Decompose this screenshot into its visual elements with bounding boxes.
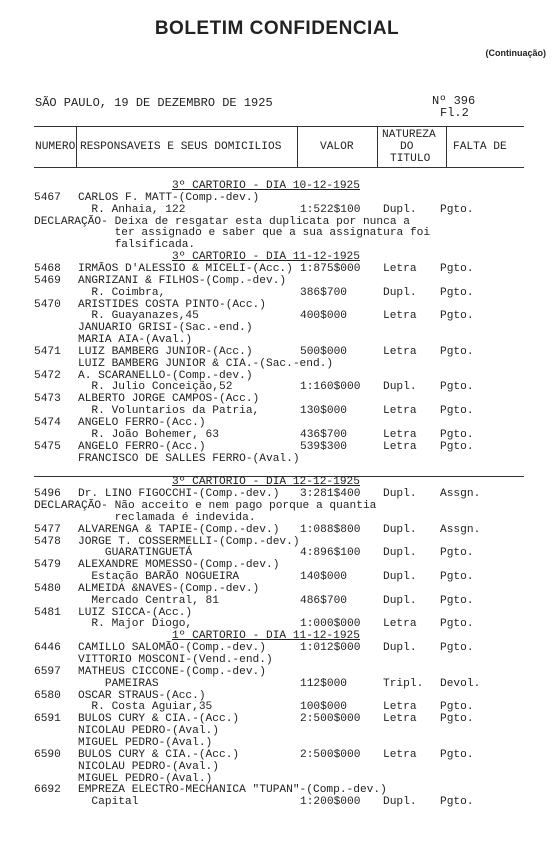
entry-reason: Pgto. [440, 263, 474, 275]
entry-number: 5474 [34, 417, 61, 429]
entry-reason: Pgto. [440, 381, 474, 393]
column-divider [446, 126, 447, 167]
header-top-rule [34, 126, 524, 127]
entry-value: 100$000 [300, 701, 347, 713]
declaration-text: DECLARAÇÃO- Não acceito e nem pago porque a quantia [34, 500, 377, 512]
column-divider [76, 126, 77, 167]
header-bottom-rule [34, 167, 524, 168]
declaration-text: DECLARAÇÃO- Deixa de resgatar esta duplicata por nunca a [34, 216, 410, 228]
responsible-name: A. SCARANELLO-(Comp.-dev.) [78, 370, 253, 382]
entry-value: 486$700 [300, 595, 347, 607]
entry-number: 5469 [34, 275, 61, 287]
entry-value: 3:281$400 [300, 488, 361, 500]
responsible-name: MARIA AIA-(Aval.) [78, 334, 193, 346]
entry-reason: Pgto. [440, 405, 474, 417]
responsible-name: R. Major Diogo, [78, 618, 193, 630]
column-divider [297, 126, 298, 167]
responsible-name: ALMEIDA &NAVES-(Comp.-dev.) [78, 583, 260, 595]
entry-value: 436$700 [300, 429, 347, 441]
column-header-numero: NUMERO [35, 141, 76, 153]
entry-nature: Dupl. [383, 642, 417, 654]
section-heading: 3º CARTORIO - DIA 12-12-1925 [172, 476, 360, 488]
entry-nature: Dupl. [383, 488, 417, 500]
column-header-valor: VALOR [320, 141, 354, 153]
responsible-name: ANGRIZANI & FILHOS-(Comp.-dev.) [78, 275, 287, 287]
entry-reason: Devol. [440, 678, 481, 690]
entry-value: 1:875$000 [300, 263, 361, 275]
responsible-name: Dr. LINO FIGOCCHI-(Comp.-dev.) [78, 488, 280, 500]
column-header-responsaveis: RESPONSAVEIS E SEUS DOMICILIOS [80, 141, 282, 153]
entry-nature: Letra [383, 429, 417, 441]
responsible-name: CAMILLO SALOMÃO-(Comp.-dev.) [78, 642, 266, 654]
entry-nature: Dupl. [383, 595, 417, 607]
entry-value: 2:500$000 [300, 749, 361, 761]
column-header-falta: FALTA DE [453, 141, 507, 153]
entry-number: 5475 [34, 441, 61, 453]
entry-number: 6590 [34, 749, 61, 761]
section-heading: 1º CARTORIO - DIA 11-12-1925 [172, 630, 360, 642]
column-header-natureza-titulo: TITULO [390, 153, 431, 165]
entry-value: 1:012$000 [300, 642, 361, 654]
responsible-name: R. Anhaia, 122 [78, 204, 186, 216]
column-header-natureza-do: DO [400, 141, 414, 153]
entry-nature: Dupl. [383, 571, 417, 583]
entry-reason: Pgto. [440, 547, 474, 559]
entry-number: 5473 [34, 393, 61, 405]
entry-reason: Pgto. [440, 701, 474, 713]
entry-nature: Tripl. [383, 678, 424, 690]
responsible-name: NICOLAU PEDRO-(Aval.) [78, 725, 219, 737]
sheet-number: Fl.2 [440, 106, 469, 120]
page-title: BOLETIM CONFIDENCIAL [154, 18, 400, 39]
entry-reason: Pgto. [440, 571, 474, 583]
entry-number: 6597 [34, 666, 61, 678]
responsible-name: ALBERTO JORGE CAMPOS-(Acc.) [78, 393, 260, 405]
entry-number: 5467 [34, 192, 61, 204]
responsible-name: OSCAR STRAUS-(Acc.) [78, 690, 206, 702]
entry-value: 1:160$000 [300, 381, 361, 393]
responsible-name: IRMÃOS D'ALESSIO & MICELI-(Acc.) [78, 263, 293, 275]
entry-reason: Assgn. [440, 524, 481, 536]
entry-value: 1:200$000 [300, 796, 361, 808]
bulletin-number: Nº 396 [432, 94, 476, 108]
entry-nature: Dupl. [383, 524, 417, 536]
entry-value: 1:088$800 [300, 524, 361, 536]
entry-number: 5479 [34, 559, 61, 571]
entry-number: 5496 [34, 488, 61, 500]
column-divider [377, 126, 378, 167]
responsible-name: MATHEUS CICCONE-(Comp.-dev.) [78, 666, 266, 678]
entry-value: 539$300 [300, 441, 347, 453]
entry-value: 500$000 [300, 346, 347, 358]
responsible-name: R. Coimbra, [78, 287, 166, 299]
responsible-name: BULOS CURY & CIA.-(Acc.) [78, 749, 240, 761]
entry-reason: Pgto. [440, 618, 474, 630]
responsible-name: LUIZ BAMBERG JUNIOR & CIA.-(Sac.-end.) [78, 358, 334, 370]
entry-value: 112$000 [300, 678, 347, 690]
declaration-text: reclamada é indevida. [34, 512, 256, 524]
entry-number: 5468 [34, 263, 61, 275]
entry-reason: Pgto. [440, 310, 474, 322]
entry-reason: Pgto. [440, 441, 474, 453]
entry-number: 6591 [34, 713, 61, 725]
entry-nature: Letra [383, 405, 417, 417]
column-header-natureza: NATUREZA [382, 129, 436, 141]
responsible-name: PAMEIRAS [78, 678, 159, 690]
entry-nature: Letra [383, 310, 417, 322]
responsible-name: R. João Bohemer, 63 [78, 429, 219, 441]
responsible-name: Estação BARÃO NOGUEIRA [78, 571, 240, 583]
entry-value: 140$000 [300, 571, 347, 583]
date-line: SÃO PAULO, 19 DE DEZEMBRO DE 1925 [35, 96, 273, 110]
responsible-name: FRANCISCO DE SALLES FERRO-(Aval.) [78, 453, 300, 465]
responsible-name: GUARATINGUETÁ [78, 547, 193, 559]
responsible-name: ARISTIDES COSTA PINTO-(Acc.) [78, 299, 266, 311]
responsible-name: R. Costa Aguiar,35 [78, 701, 213, 713]
entry-nature: Letra [383, 263, 417, 275]
responsible-name: ANGELO FERRO-(Acc.) [78, 441, 206, 453]
responsible-name: NICOLAU PEDRO-(Aval.) [78, 761, 219, 773]
entry-reason: Assgn. [440, 488, 481, 500]
responsible-name: Mercado Central, 81 [78, 595, 219, 607]
entry-nature: Letra [383, 749, 417, 761]
responsible-name: JORGE T. COSSERMELLI-(Comp.-dev.) [78, 536, 300, 548]
entry-number: 6580 [34, 690, 61, 702]
entry-value: 386$700 [300, 287, 347, 299]
entry-reason: Pgto. [440, 429, 474, 441]
entry-reason: Pgto. [440, 204, 474, 216]
entry-number: 5471 [34, 346, 61, 358]
entry-nature: Letra [383, 713, 417, 725]
responsible-name: R. Guayanazes,45 [78, 310, 199, 322]
entry-nature: Letra [383, 346, 417, 358]
declaration-text: ter assignado e saber que a sua assignatura foi [34, 227, 431, 239]
entry-number: 5481 [34, 607, 61, 619]
entry-reason: Pgto. [440, 346, 474, 358]
entry-number: 6692 [34, 784, 61, 796]
declaration-text: falsificada. [34, 239, 196, 251]
entry-number: 5478 [34, 536, 61, 548]
entry-number: 5477 [34, 524, 61, 536]
entry-number: 5470 [34, 299, 61, 311]
responsible-name: VITTORIO MOSCONI-(Vend.-end.) [78, 654, 273, 666]
responsible-name: CARLOS F. MATT-(Comp.-dev.) [78, 192, 260, 204]
entry-nature: Letra [383, 441, 417, 453]
section-heading: 3º CARTORIO - DIA 10-12-1925 [172, 180, 360, 192]
responsible-name: ANGELO FERRO-(Acc.) [78, 417, 206, 429]
entry-reason: Pgto. [440, 796, 474, 808]
entry-value: 1:000$000 [300, 618, 361, 630]
entry-reason: Pgto. [440, 642, 474, 654]
entry-nature: Dupl. [383, 204, 417, 216]
entry-nature: Dupl. [383, 796, 417, 808]
entry-nature: Letra [383, 701, 417, 713]
continuation-label: (Continuação) [485, 48, 546, 58]
entry-reason: Pgto. [440, 713, 474, 725]
entry-number: 6446 [34, 642, 61, 654]
responsible-name: LUIZ BAMBERG JUNIOR-(Acc.) [78, 346, 253, 358]
responsible-name: EMPREZA ELECTRO-MECHANICA "TUPAN"-(Comp.-dev.) [78, 784, 387, 796]
entry-nature: Letra [383, 618, 417, 630]
responsible-name: ALEXANDRE MOMESSO-(Comp.-dev.) [78, 559, 280, 571]
responsible-name: MIGUEL PEDRO-(Aval.) [78, 773, 213, 785]
entry-reason: Pgto. [440, 595, 474, 607]
section-heading: 3º CARTORIO - DIA 11-12-1925 [172, 251, 360, 263]
entry-value: 130$000 [300, 405, 347, 417]
responsible-name: R. Julio Conceição,52 [78, 381, 233, 393]
entry-value: 2:500$000 [300, 713, 361, 725]
responsible-name: Capital [78, 796, 139, 808]
entry-value: 4:896$100 [300, 547, 361, 559]
responsible-name: JANUARIO GRISI-(Sac.-end.) [78, 322, 253, 334]
entry-value: 400$000 [300, 310, 347, 322]
entry-reason: Pgto. [440, 287, 474, 299]
entry-nature: Dupl. [383, 287, 417, 299]
entry-reason: Pgto. [440, 749, 474, 761]
entry-number: 5472 [34, 370, 61, 382]
responsible-name: R. Voluntarios da Patria, [78, 405, 260, 417]
responsible-name: MIGUEL PEDRO-(Aval.) [78, 737, 213, 749]
responsible-name: ALVARENGA & TAPIE-(Comp.-dev.) [78, 524, 280, 536]
responsible-name: BULOS CURY & CIA.-(Acc.) [78, 713, 240, 725]
entry-number: 5480 [34, 583, 61, 595]
entry-nature: Dupl. [383, 547, 417, 559]
entry-value: 1:522$100 [300, 204, 361, 216]
responsible-name: LUIZ SICCA-(Acc.) [78, 607, 193, 619]
entry-nature: Dupl. [383, 381, 417, 393]
